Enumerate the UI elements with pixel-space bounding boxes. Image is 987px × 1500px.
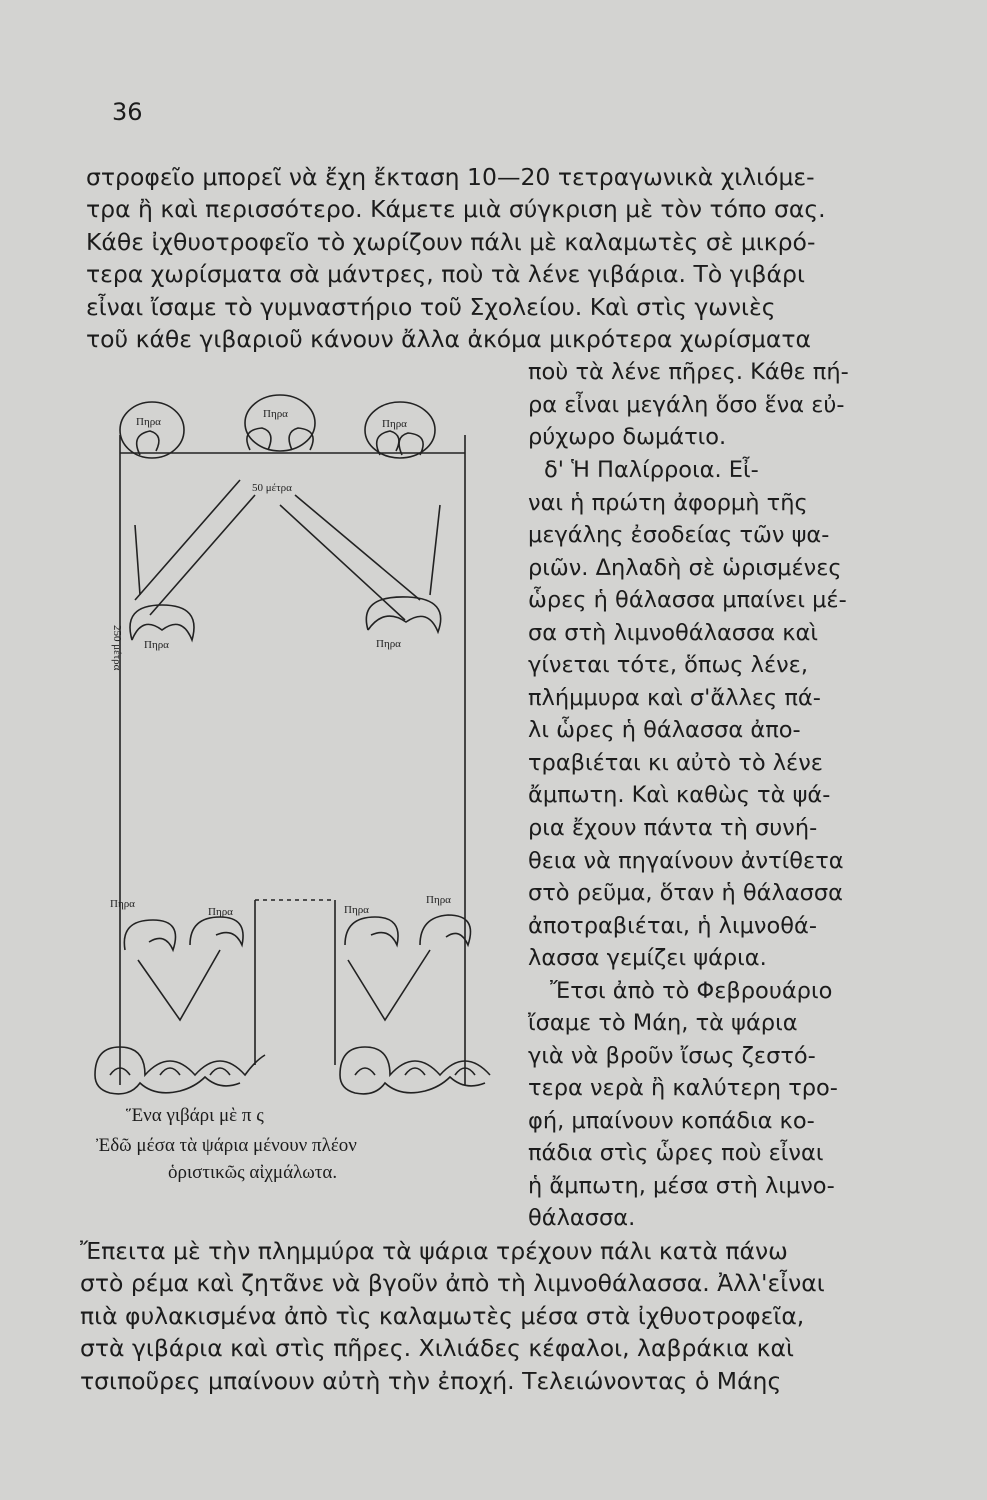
text-line: σα στὴ λιμνοθάλασσα καὶ: [528, 620, 818, 646]
text-line: δ' Ἡ Παλίρροια. Εἶ-: [544, 457, 759, 483]
text-line: ρια ἔχουν πάντα τὴ συνή-: [528, 815, 818, 841]
funnel-lines: [138, 950, 430, 1020]
pira-trap: [95, 1047, 490, 1094]
text-line: στὸ ρεῦμα, ὅταν ἡ θάλασσα: [528, 880, 844, 906]
text-line: πάδια στὶς ὧρες ποὺ εἶναι: [528, 1140, 824, 1166]
text-line: θεια νὰ πηγαίνουν ἀντίθετα: [528, 848, 844, 874]
fishpond-diagram: [80, 385, 500, 1105]
length-label: 250 μέτρα: [111, 625, 123, 671]
text-line: ἴσαμε τὸ Μάη, τὰ ψάρια: [528, 1010, 798, 1036]
svg-text:Πηρα: Πηρα: [382, 418, 407, 430]
text-line: ναι ἡ πρώτη ἀφορμὴ τῆς: [528, 490, 808, 516]
text-line: ρύχωρο δωμάτιο.: [528, 424, 727, 450]
svg-text:Πηρα: Πηρα: [208, 906, 233, 918]
text-line: γίνεται τότε, ὅπως λένε,: [528, 652, 808, 678]
text-line: πιὰ φυλακισμένα ἀπὸ τὶς καλαμωτὲς μέσα στὰ ἰχθυοτροφεῖα,: [80, 1302, 805, 1330]
pira-trap: [365, 402, 435, 458]
text-line: τσιποῦρες μπαίνουν αὐτὴ τὴν ἐποχή. Τελειώνοντας ὁ Μάης: [80, 1367, 782, 1395]
text-line: ἡ ἄμπωτη, μέσα στὴ λιμνο-: [528, 1173, 835, 1199]
text-line: Ἔπειτα μὲ τὴν πλημμύρα τὰ ψάρια τρέχουν πάλι κατὰ πάνω: [80, 1237, 788, 1265]
text-line: μεγάλης ἐσοδείας τῶν ψα-: [528, 522, 830, 548]
text-line: Ἔτσι ἀπὸ τὸ Φεβρουάριο: [550, 978, 833, 1004]
text-line: ποὺ τὰ λένε πῆρες. Κάθε πή-: [528, 359, 849, 385]
svg-text:Πηρα: Πηρα: [263, 408, 288, 420]
svg-text:Πηρα: Πηρα: [426, 894, 451, 906]
figure-caption-line1: Ἕνα γιβάρι μὲ π ς: [126, 1105, 264, 1126]
pira-trap: [120, 402, 184, 458]
text-line: τερα χωρίσματα σὰ μάντρες, ποὺ τὰ λένε γιβάρια. Τὸ γιβάρι: [86, 260, 805, 288]
svg-text:Πηρα: Πηρα: [144, 639, 169, 651]
width-label: 50 μέτρα: [252, 482, 292, 494]
text-line: γιὰ νὰ βροῦν ἴσως ζεστό-: [528, 1043, 816, 1069]
text-line: στὰ γιβάρια καὶ στὶς πῆρες. Χιλιάδες κέφαλοι, λαβράκια καὶ: [80, 1334, 794, 1362]
text-line: λι ὧρες ἡ θάλασσα ἀπο-: [528, 717, 801, 743]
text-line: φή, μπαίνουν κοπάδια κο-: [528, 1108, 815, 1134]
text-line: στροφεῖο μπορεῖ νὰ ἔχη ἔκταση 10—20 τετραγωνικὰ χιλιόμε-: [86, 163, 815, 191]
pira-trap: [130, 605, 194, 651]
text-line: τραβιέται κι αὐτὸ τὸ λένε: [528, 750, 823, 776]
svg-text:Πηρα: Πηρα: [136, 416, 161, 428]
svg-text:Πηρα: Πηρα: [110, 898, 135, 910]
pira-trap: [245, 395, 315, 451]
text-line: Κάθε ἰχθυοτροφεῖο τὸ χωρίζουν πάλι μὲ καλαμωτὲς σὲ μικρό-: [86, 228, 816, 256]
pira-trap: [366, 597, 440, 650]
page-number: 36: [112, 98, 143, 126]
text-line: ἄμπωτη. Καὶ καθὼς τὰ ψά-: [528, 782, 831, 808]
text-line: τοῦ κάθε γιβαριοῦ κάνουν ἄλλα ἀκόμα μικρότερα χωρίσματα: [86, 325, 811, 353]
text-line: λασσα γεμίζει ψάρια.: [528, 945, 767, 971]
text-line: ἀποτραβιέται, ἡ λιμνοθά-: [528, 913, 817, 939]
figure-caption-line2: Ἐδῶ μέσα τὰ ψάρια μένουν πλέον: [96, 1135, 357, 1156]
svg-text:Πηρα: Πηρα: [376, 638, 401, 650]
text-line: στὸ ρέμα καὶ ζητᾶνε νὰ βγοῦν ἀπὸ τὴ λιμνοθάλασσα. Ἀλλ'εἶναι: [80, 1269, 825, 1297]
text-line: τερα νερὰ ἢ καλύτερη τρο-: [528, 1075, 838, 1101]
text-line: ρα εἶναι μεγάλη ὅσο ἕνα εὐ-: [528, 392, 845, 418]
funnel-lines: [135, 480, 440, 620]
figure-caption-line3: ὁριστικῶς αἰχμάλωτα.: [168, 1162, 338, 1183]
text-line: θάλασσα.: [528, 1205, 636, 1231]
text-line: τρα ἢ καὶ περισσότερο. Κάμετε μιὰ σύγκριση μὲ τὸν τόπο σας.: [86, 195, 826, 223]
svg-text:Πηρα: Πηρα: [344, 904, 369, 916]
enclosure-outline: [120, 435, 465, 1085]
pira-trap: [124, 915, 470, 950]
text-line: πλήμμυρα καὶ σ'ἄλλες πά-: [528, 685, 821, 711]
text-line: ριῶν. Δηλαδὴ σὲ ὡρισμένες: [528, 555, 842, 581]
text-line: ὧρες ἡ θάλασσα μπαίνει μέ-: [528, 587, 847, 613]
text-line: εἶναι ἴσαμε τὸ γυμναστήριο τοῦ Σχολείου. Καὶ στὶς γωνιὲς: [86, 293, 776, 321]
